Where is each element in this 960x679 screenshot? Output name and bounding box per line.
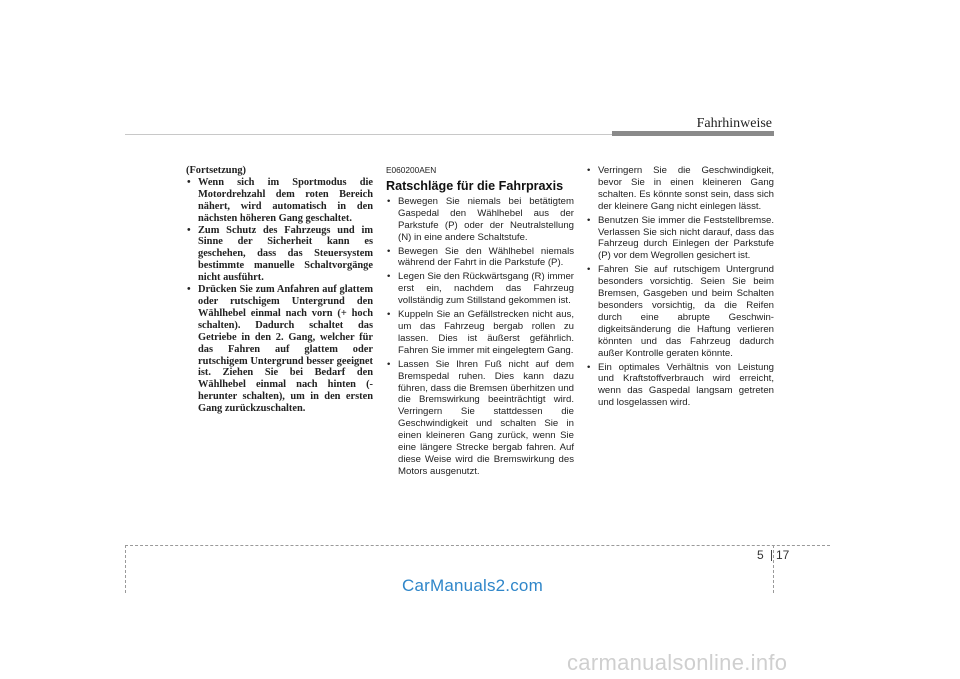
list-item: • Benutzen Sie immer die Feststellbremse. Verlassen Sie sich nicht darauf, dass das Fahrzeug durch Einlegen der Parkstufe (P) vor dem Wegrollen gesichert ist. [586, 215, 774, 263]
footer-rule [125, 545, 830, 546]
column-3-list [586, 165, 774, 409]
list-item: • Zum Schutz des Fahrzeugs und im Sinne der Sicherheit kann es geschehen, dass das Steuersystem bestimmte manuelle Schaltvorgänge nicht ausführt. [186, 225, 373, 285]
column-1 [186, 165, 373, 415]
column-1-list [186, 177, 373, 415]
list-item: • Lassen Sie Ihren Fuß nicht auf dem Bremspedal ruhen. Dies kann dazu führen, dass die Bremsen überhitzen und die Bremswirkung beeinträchtigt wird. Verringern Sie stattdessen die Geschwindigkeit und schalten Sie in einen kleineren Gang zurück, wenn Sie eine längere Strecke bergab fahren. Auf diese Weise wird die Bremswirkung des Motors ausgenutzt. [386, 359, 574, 478]
crop-mark-right [773, 545, 774, 593]
list-item: • Fahren Sie auf rutschigem Untergrund besonders vorsichtig. Seien Sie beim Bremsen, Gasgeben und beim Schalten besonders vorsichtig, da die Reifen durch eine abrupte Geschwin-digkeitsänderung die Haftung verlieren könnten und das Fahrzeug dadurch außer Kontrolle geraten könnte. [586, 264, 774, 359]
watermark-site: carmanualsonline.info [567, 650, 788, 675]
list-item: • Bewegen Sie den Wählhebel niemals während der Fahrt in die Parkstufe (P). [386, 246, 574, 270]
list-item: • Ein optimales Verhältnis von Leistung und Kraftstoffverbrauch wird erreicht, wenn das Gaspedal langsam getreten und losgelassen wird. [586, 362, 774, 410]
column-2-list [386, 196, 574, 478]
list-item: • Wenn sich im Sportmodus die Motordrehzahl dem roten Bereich nähert, wird automatisch in den nächsten höheren Gang geschaltet. [186, 177, 373, 225]
crop-mark-left [125, 545, 126, 593]
page-number: 17 [776, 548, 790, 562]
section-heading: Ratschläge für die Fahrpraxis [386, 178, 564, 193]
section-code: E060200AEN [386, 165, 437, 175]
list-item: • Legen Sie den Rückwärtsgang (R) immer erst ein, nachdem das Fahrzeug vollständig zum Stillstand gekommen ist. [386, 271, 574, 307]
continuation-label: (Fortsetzung) [186, 165, 247, 176]
header-accent-bar [612, 131, 774, 136]
page-number-separator [771, 550, 772, 561]
list-item: • Kuppeln Sie an Gefällstrecken nicht aus, um das Fahrzeug bergab rollen zu lassen. Dies ist äußerst gefährlich. Fahren Sie immer mit eingelegtem Gang. [386, 309, 574, 357]
list-item: • Verringern Sie die Geschwindigkeit, bevor Sie in einen kleineren Gang schalten. Es könnte sonst sein, dass sich der kleinere Gang nicht einlegen lässt. [586, 165, 774, 213]
chapter-number: 5 [757, 548, 764, 562]
column-2 [386, 165, 574, 480]
section-title: Fahrhinweise [696, 116, 772, 131]
list-item: • Drücken Sie zum Anfahren auf glattem oder rutschigem Untergrund den Wählhebel einmal nach vorn (+ hoch schalten). Dadurch schaltet das Getriebe in den 2. Gang, welcher für das Fahren auf glattem oder rutschigem Untergrund besser geeignet ist. Ziehen Sie bei Bedarf den Wählhebel einmal nach hinten (- herunter schalten), um in den ersten Gang zurückzuschalten. [186, 284, 373, 415]
column-3 [586, 165, 774, 411]
watermark-logo[interactable]: CarManuals2.com [402, 576, 543, 595]
list-item: • Bewegen Sie niemals bei betätigtem Gaspedal den Wählhebel aus der Parkstufe (P) oder der Neutralstellung (N) in eine andere Schaltstufe. [386, 196, 574, 244]
